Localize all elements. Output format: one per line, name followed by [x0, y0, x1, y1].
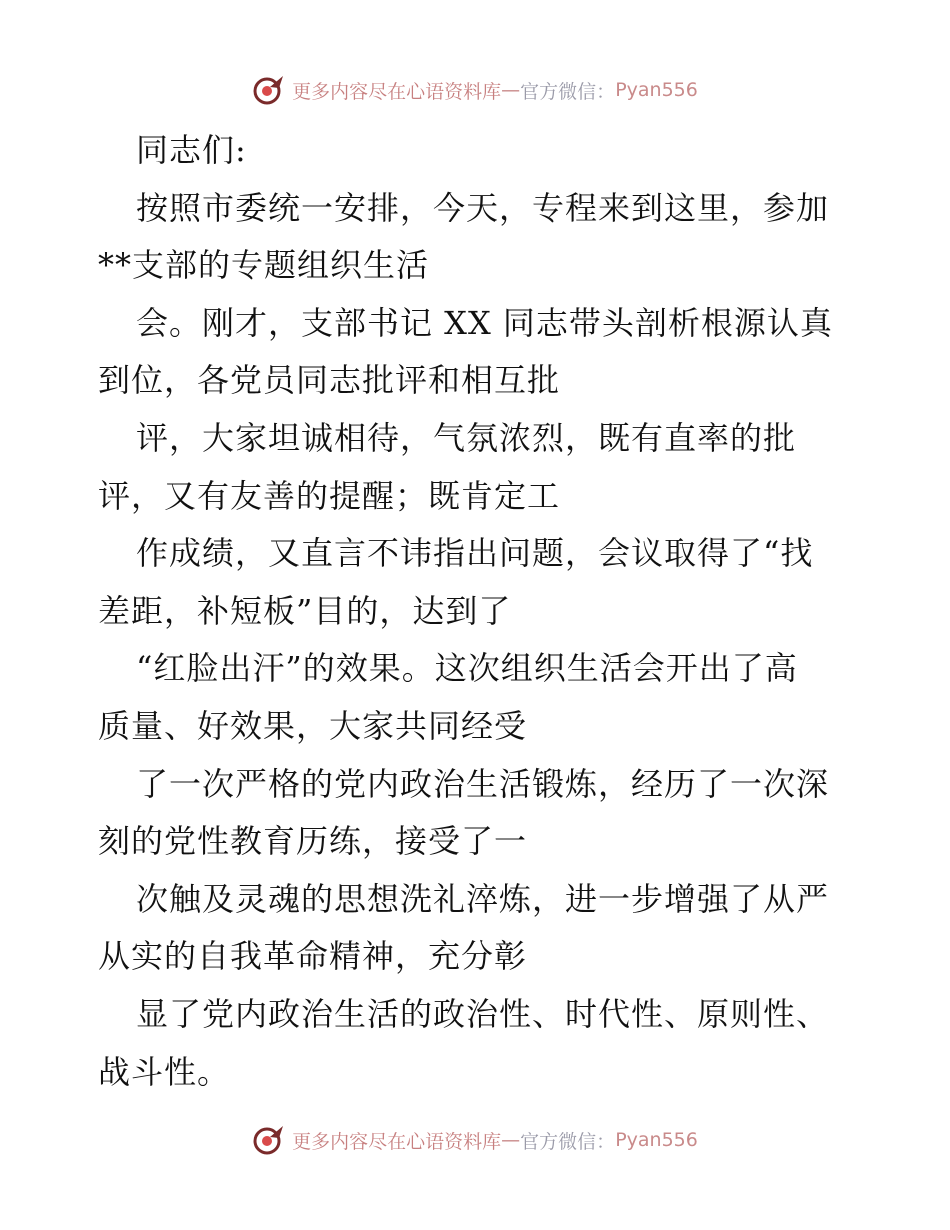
doc-line: 战斗性。 [98, 1052, 231, 1091]
doc-line: 到位，各党员同志批评和相互批 [98, 361, 561, 400]
doc-line: 会。刚才，支部书记 XX 同志带头剖析根源认真 [136, 303, 833, 342]
doc-line: 同志们: [136, 131, 247, 169]
doc-line: 作成绩，又直言不讳指出问题，会议取得了“找 [136, 534, 814, 573]
banner-separator: — [501, 1129, 521, 1151]
banner-lead-text: 更多内容尽在心语资料库 [292, 80, 502, 103]
banner-wechat-label: 官方微信： [520, 80, 616, 103]
doc-line: 从实的自我革命精神，充分彰 [98, 937, 528, 976]
banner-lead-text: 更多内容尽在心语资料库 [292, 1130, 502, 1153]
doc-line: “红脸出汗”的效果。这次组织生活会开出了高 [136, 649, 798, 688]
banner-wechat-id: Pyan556 [615, 1129, 698, 1151]
doc-line: 评，大家坦诚相待，气氛浓烈，既有直率的批 [136, 418, 797, 457]
doc-line: 评，又有友善的提醒；既肯定工 [98, 476, 561, 515]
doc-line: 了一次严格的党内政治生活锻炼，经历了一次深 [136, 764, 830, 803]
header-banner [0, 70, 950, 110]
doc-line: **支部的专题组织生活 [98, 246, 430, 285]
pen-nib-circle-logo-icon [252, 73, 286, 107]
doc-line: 按照市委统一安排，今天，专程来到这里，参加 [136, 188, 830, 227]
doc-line: 差距，补短板”目的，达到了 [98, 591, 512, 630]
doc-line: 显了党内政治生活的政治性、时代性、原则性、 [136, 994, 830, 1033]
pen-nib-circle-logo-icon [252, 1123, 286, 1157]
doc-line: 质量、好效果，大家共同经受 [98, 706, 528, 745]
banner-wechat-label: 官方微信： [520, 1130, 616, 1153]
doc-line: 刻的党性教育历练，接受了一 [98, 822, 528, 861]
doc-line: 次触及灵魂的思想洗礼淬炼，进一步增强了从严 [136, 879, 830, 918]
footer-banner [0, 1120, 950, 1160]
document-body [98, 122, 858, 1101]
banner-separator: — [501, 79, 521, 101]
banner-wechat-id: Pyan556 [615, 79, 698, 101]
